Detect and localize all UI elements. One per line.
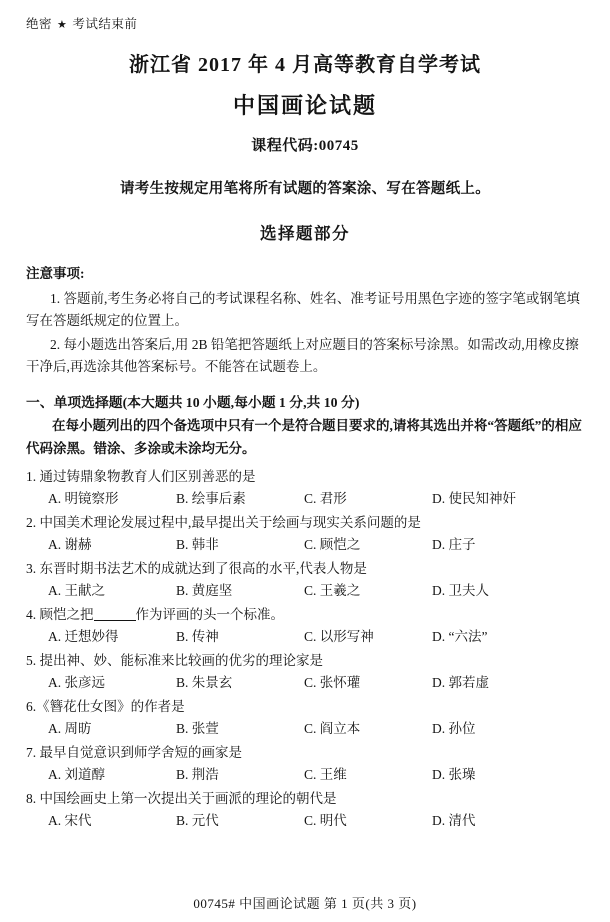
question-stem: 3. 东晋时期书法艺术的成就达到了很高的水平,代表人物是 — [26, 560, 367, 576]
option-d[interactable]: D. 孙位 — [432, 721, 476, 737]
question-options — [26, 487, 584, 511]
question-stem: 8. 中国绘画史上第一次提出关于画派的理论的朝代是 — [26, 790, 337, 806]
big-question-description — [26, 415, 584, 460]
secret-header — [26, 14, 584, 32]
option-c[interactable]: C. 以形写神 — [304, 629, 374, 645]
question-item — [26, 512, 584, 557]
option-c[interactable]: C. 阎立本 — [304, 721, 361, 737]
option-c[interactable]: C. 王维 — [304, 767, 347, 783]
option-a[interactable]: A. 宋代 — [48, 812, 92, 828]
question-stem: 1. 通过铸鼎象物教育人们区别善恶的是 — [26, 468, 256, 484]
section-title: 选择题部分 — [260, 224, 350, 243]
option-a[interactable]: A. 王献之 — [48, 583, 105, 599]
option-b[interactable]: B. 朱景玄 — [176, 675, 233, 691]
question-item — [26, 650, 584, 695]
option-a[interactable]: A. 刘道醇 — [48, 767, 105, 783]
option-a[interactable]: A. 谢赫 — [48, 537, 92, 553]
question-stem: 5. 提出神、妙、能标准来比较画的优劣的理论家是 — [26, 652, 323, 668]
option-c[interactable]: C. 顾恺之 — [304, 537, 361, 553]
secret-note: 考试结束前 — [72, 17, 138, 31]
question-options — [26, 579, 584, 603]
question-stem-post: 作为评画的头一个标准。 — [135, 606, 284, 622]
option-d[interactable]: D. “六法” — [432, 629, 488, 645]
question-stem: 2. 中国美术理论发展过程中,最早提出关于绘画与现实关系问题的是 — [26, 514, 421, 530]
question-stem-pre: 4. 顾恺之把 — [26, 606, 94, 622]
option-b[interactable]: B. 绘事后素 — [176, 491, 246, 507]
question-options — [26, 717, 584, 741]
option-c[interactable]: C. 张怀瓘 — [304, 675, 361, 691]
big-question-heading: 一、单项选择题(本大题共 10 小题,每小题 1 分,共 10 分) — [26, 395, 360, 411]
attention-item — [26, 334, 584, 378]
question-item — [26, 558, 584, 603]
answer-instruction: 请考生按规定用笔将所有试题的答案涂、写在答题纸上。 — [120, 181, 490, 197]
big-question-description-text: 在每小题列出的四个备选项中只有一个是符合题目要求的,请将其选出并将“答题纸”的相应代码涂黑。错涂、多涂或未涂均无分。 — [26, 418, 582, 456]
attention-item-text: 1. 答题前,考生务必将自己的考试课程名称、姓名、准考证号用黑色字迹的签字笔或钢笔填写在答题纸规定的位置上。 — [26, 291, 580, 328]
question-options — [26, 671, 584, 695]
option-b[interactable]: B. 张萱 — [176, 721, 219, 737]
option-c[interactable]: C. 王羲之 — [304, 583, 361, 599]
option-b[interactable]: B. 黄庭坚 — [176, 583, 233, 599]
option-b[interactable]: B. 荆浩 — [176, 767, 219, 783]
question-stem: 6.《簪花仕女图》的作者是 — [26, 698, 185, 714]
attention-item-text: 2. 每小题选出答案后,用 2B 铅笔把答题纸上对应题目的答案标号涂黑。如需改动,用橡皮擦干净后,再选涂其他答案标号。不能答在试题卷上。 — [26, 336, 579, 374]
fill-blank — [94, 620, 136, 621]
option-d[interactable]: D. 郭若虚 — [432, 675, 489, 691]
option-b[interactable]: B. 传神 — [176, 629, 219, 645]
option-d[interactable]: D. 张璪 — [432, 767, 476, 783]
option-d[interactable]: D. 庄子 — [432, 537, 476, 553]
star-icon: ★ — [57, 19, 68, 31]
question-stem: 7. 最早自觉意识到师学舍短的画家是 — [26, 744, 242, 760]
question-item — [26, 604, 584, 649]
question-stem — [26, 604, 584, 625]
option-a[interactable]: A. 迁想妙得 — [48, 629, 119, 645]
question-item — [26, 742, 584, 787]
course-code: 课程代码:00745 — [251, 138, 359, 154]
question-item — [26, 466, 584, 511]
question-options — [26, 763, 584, 787]
secret-label: 绝密 — [26, 17, 53, 31]
option-c[interactable]: C. 君形 — [304, 491, 347, 507]
option-a[interactable]: A. 明镜察形 — [48, 491, 119, 507]
option-a[interactable]: A. 张彦远 — [48, 675, 105, 691]
question-item — [26, 788, 584, 833]
question-options — [26, 533, 584, 557]
option-d[interactable]: D. 清代 — [432, 812, 476, 828]
attention-heading: 注意事项: — [26, 266, 85, 281]
page-footer: 00745# 中国画论试题 第 1 页(共 3 页) — [193, 896, 417, 911]
question-options — [26, 625, 584, 649]
option-b[interactable]: B. 韩非 — [176, 537, 219, 553]
option-c[interactable]: C. 明代 — [304, 812, 347, 828]
option-d[interactable]: D. 卫夫人 — [432, 583, 489, 599]
question-options — [26, 809, 584, 833]
attention-item — [26, 288, 584, 332]
subject-title: 中国画论试题 — [232, 93, 377, 118]
option-b[interactable]: B. 元代 — [176, 812, 219, 828]
question-item — [26, 696, 584, 741]
page-title: 浙江省 2017 年 4 月高等教育自学考试 — [129, 54, 481, 76]
option-a[interactable]: A. 周昉 — [48, 721, 92, 737]
option-d[interactable]: D. 使民知神奸 — [432, 491, 516, 507]
